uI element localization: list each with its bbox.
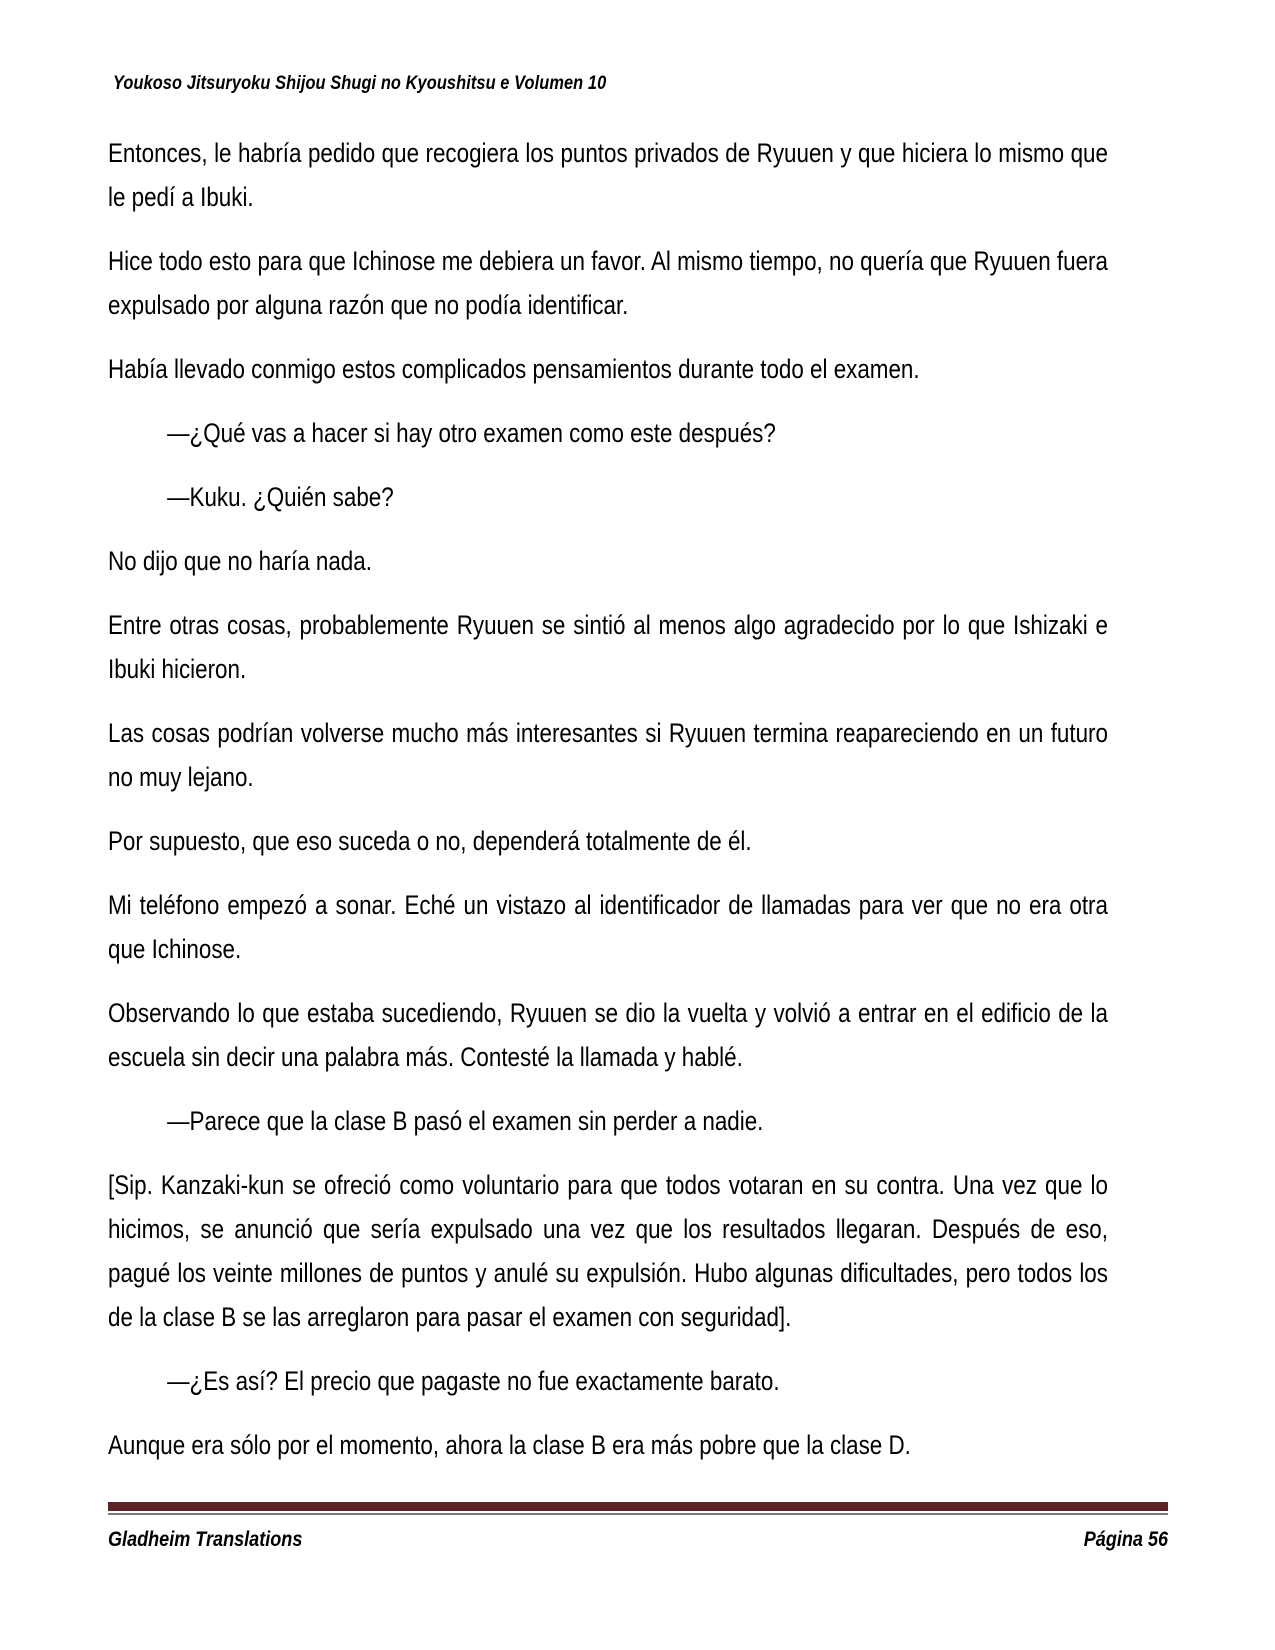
document-body xyxy=(108,131,1108,1467)
dialogue-line: —¿Qué vas a hacer si hay otro examen como este después? xyxy=(167,418,776,448)
dialogue-line: —Parece que la clase B pasó el examen sin perder a nadie. xyxy=(167,1106,764,1136)
footer-rule-thin xyxy=(108,1513,1168,1515)
footer-translator-credit: Gladheim Translations xyxy=(108,1528,303,1551)
paragraph: Las cosas podrían volverse mucho más interesantes si Ryuuen termina reapareciendo en un futuro no muy lejano. xyxy=(108,718,1108,792)
dialogue-line: —¿Es así? El precio que pagaste no fue exactamente barato. xyxy=(167,1366,780,1396)
paragraph: Entonces, le habría pedido que recogiera los puntos privados de Ryuuen y que hiciera lo mismo que le pedí a Ibuki. xyxy=(108,138,1108,212)
header-title: Youkoso Jitsuryoku Shijou Shugi no Kyoushitsu e Volumen 10 xyxy=(113,72,607,94)
paragraph: Hice todo esto para que Ichinose me debiera un favor. Al mismo tiempo, no quería que Ryuuen fuera expulsado por alguna razón que no podía identificar. xyxy=(108,246,1108,320)
dialogue-line: —Kuku. ¿Quién sabe? xyxy=(167,482,394,512)
footer-rule-thick xyxy=(108,1502,1168,1511)
bracketed-paragraph: [Sip. Kanzaki-kun se ofreció como voluntario para que todos votaran en su contra. Una vez que lo hicimos, se anunció que sería expulsado una vez que los resultados llegaran. Después de eso, pagué los veinte millones de puntos y anulé su expulsión. Hubo algunas dificultades, pero todos los de la clase B se las arreglaron para pasar el examen con seguridad]. xyxy=(108,1170,1108,1332)
paragraph: No dijo que no haría nada. xyxy=(108,546,372,576)
paragraph: Observando lo que estaba sucediendo, Ryuuen se dio la vuelta y volvió a entrar en el edificio de la escuela sin decir una palabra más. Contesté la llamada y hablé. xyxy=(108,998,1108,1072)
footer-row xyxy=(108,1528,1168,1552)
paragraph: Había llevado conmigo estos complicados pensamientos durante todo el examen. xyxy=(108,354,920,384)
page-footer xyxy=(108,1502,1168,1552)
footer-page-number: Página 56 xyxy=(1083,1528,1168,1551)
paragraph: Entre otras cosas, probablemente Ryuuen se sintió al menos algo agradecido por lo que Ishizaki e Ibuki hicieron. xyxy=(108,610,1108,684)
paragraph: Aunque era sólo por el momento, ahora la clase B era más pobre que la clase D. xyxy=(108,1430,911,1460)
paragraph: Mi teléfono empezó a sonar. Eché un vistazo al identificador de llamadas para ver que no era otra que Ichinose. xyxy=(108,890,1108,964)
paragraph: Por supuesto, que eso suceda o no, dependerá totalmente de él. xyxy=(108,826,752,856)
page-header xyxy=(113,72,1163,95)
